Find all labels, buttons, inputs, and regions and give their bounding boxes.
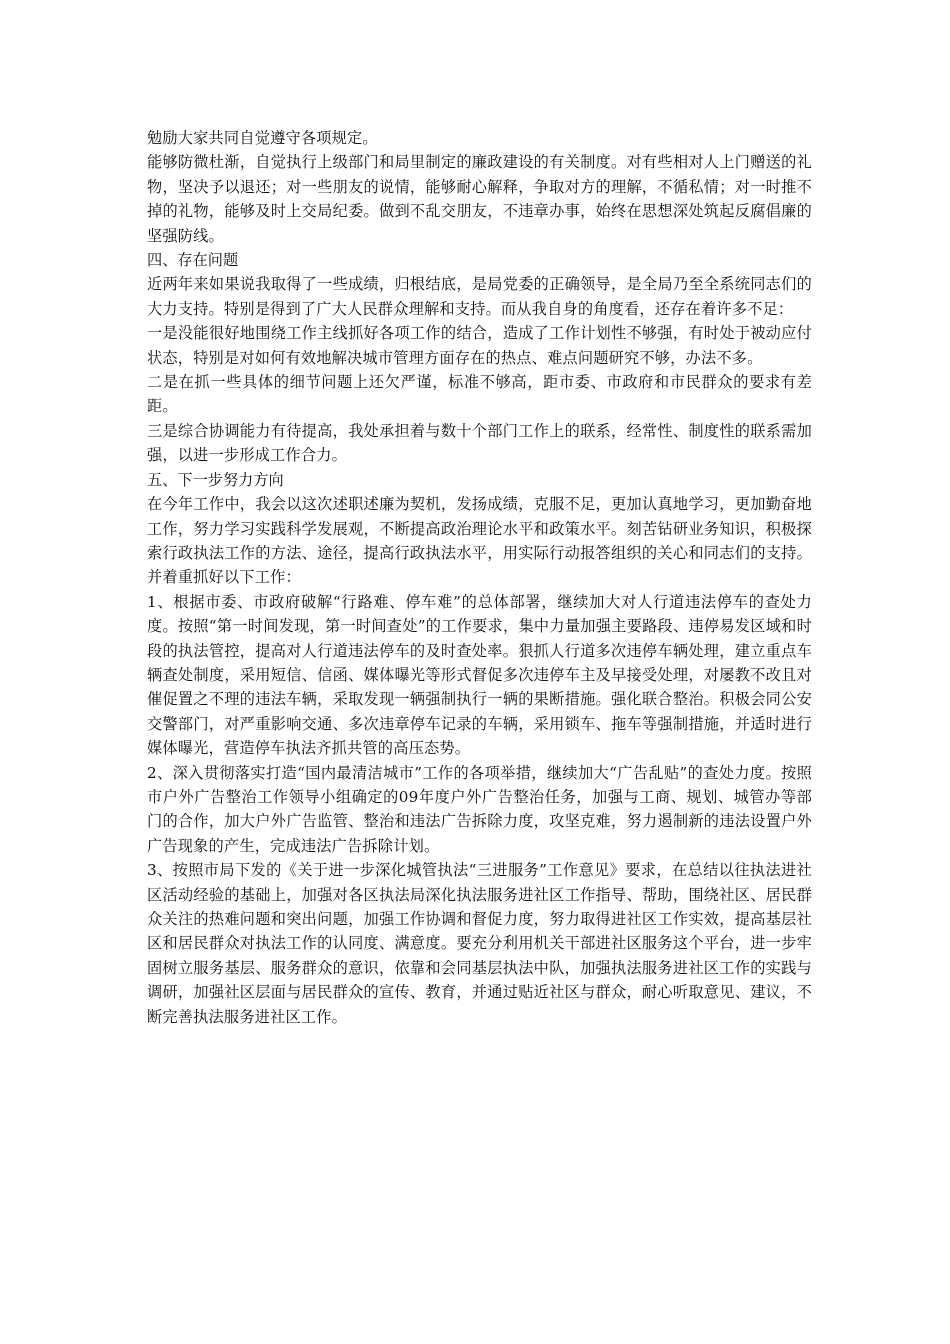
- paragraph-intro-closing: 勉励大家共同自觉遵守各项规定。: [147, 129, 378, 147]
- paragraph-task-3: 3、按照市局下发的《关于进一步深化城管执法“三进服务”工作意见》要求，在总结以往执法进社区活动经验的基础上，加强对各区执法局深化执法服务进社区工作指导、帮助，围绕社区、居民群众关注的热难问题和突出问题，加强工作协调和督促力度，努力取得进社区工作实效，提高基层社区和居民群众对执法工作的认同度、满意度。要充分利用机关干部进社区服务这个平台，进一步牢固树立服务基层、服务群众的意识，依靠和会同基层执法中队，加强执法服务进社区工作的实践与调研，加强社区层面与居民群众的宣传、教育，并通过贴近社区与群众，耐心听取意见、建议，不断完善执法服务进社区工作。: [147, 861, 812, 1026]
- paragraph-problem-2: 二是在抓一些具体的细节问题上还欠严谨，标准不够高，距市委、市政府和市民群众的要求有差距。: [147, 373, 812, 416]
- paragraph-task-2: 2、深入贯彻落实打造“国内最清洁城市”工作的各项举措，继续加大“广告乱贴”的查处力度。按照市户外广告整治工作领导小组确定的09年度户外广告整治任务，加强与工商、规划、城管办等部门的合作，加大户外广告监管、整治和违法广告拆除力度，攻坚克难，努力遏制新的违法设置户外广告现象的产生，完成违法广告拆除计划。: [147, 763, 812, 855]
- document-body: [147, 126, 812, 1029]
- paragraph-task-1: 1、根据市委、市政府破解“行路难、停车难”的总体部署，继续加大对人行道违法停车的查处力度。按照“第一时间发现，第一时间查处”的工作要求，集中力量加强主要路段、违停易发区域和时段的执法管控，提高对人行道违法停车的及时查处率。狠抓人行道多次违停车辆处理，建立重点车辆查处制度，采用短信、信函、媒体曝光等形式督促多次违停车主及早接受处理，对屡教不改且对催促置之不理的违法车辆，采取发现一辆强制执行一辆的果断措施。强化联合整治。积极会同公安交警部门，对严重影响交通、多次违章停车记录的车辆，采用锁车、拖车等强制措施，并适时进行媒体曝光，营造停车执法齐抓共管的高压态势。: [147, 592, 812, 758]
- paragraph-problem-1: 一是没能很好地围绕工作主线抓好各项工作的结合，造成了工作计划性不够强，有时处于被动应付状态，特别是对如何有效地解决城市管理方面存在的热点、难点问题研究不够，办法不多。: [147, 324, 812, 367]
- paragraph-problem-3: 三是综合协调能力有待提高，我处承担着与数十个部门工作上的联系，经常性、制度性的联系需加强，以进一步形成工作合力。: [147, 421, 812, 465]
- paragraph-next-steps-intro: 在今年工作中，我会以这次述职述廉为契机，发扬成绩，克服不足，更加认真地学习，更加勤奋地工作，努力学习实践科学发展观，不断提高政治理论水平和政策水平。刻苦钻研业务知识，积极探索行政执法工作的方法、途径，提高行政执法水平，用实际行动报答组织的关心和同志们的支持。并着重抓好以下工作：: [147, 495, 812, 587]
- paragraph-integrity: 能够防微杜渐，自觉执行上级部门和局里制定的廉政建设的有关制度。对有些相对人上门赠送的礼物，坚决予以退还；对一些朋友的说情，能够耐心解释，争取对方的理解，不循私情；对一时推不掉的礼物，能够及时上交局纪委。做到不乱交朋友，不违章办事，始终在思想深处筑起反腐倡廉的坚强防线。: [147, 153, 812, 245]
- paragraph-problems-intro: 近两年来如果说我取得了一些成绩，归根结底，是局党委的正确领导，是全局乃至全系统同志们的大力支持。特别是得到了广大人民群众理解和支持。而从我自身的角度看，还存在着许多不足：: [147, 275, 812, 318]
- section-heading-problems: 四、存在问题: [147, 251, 239, 270]
- section-heading-next-steps: 五、下一步努力方向: [147, 470, 284, 489]
